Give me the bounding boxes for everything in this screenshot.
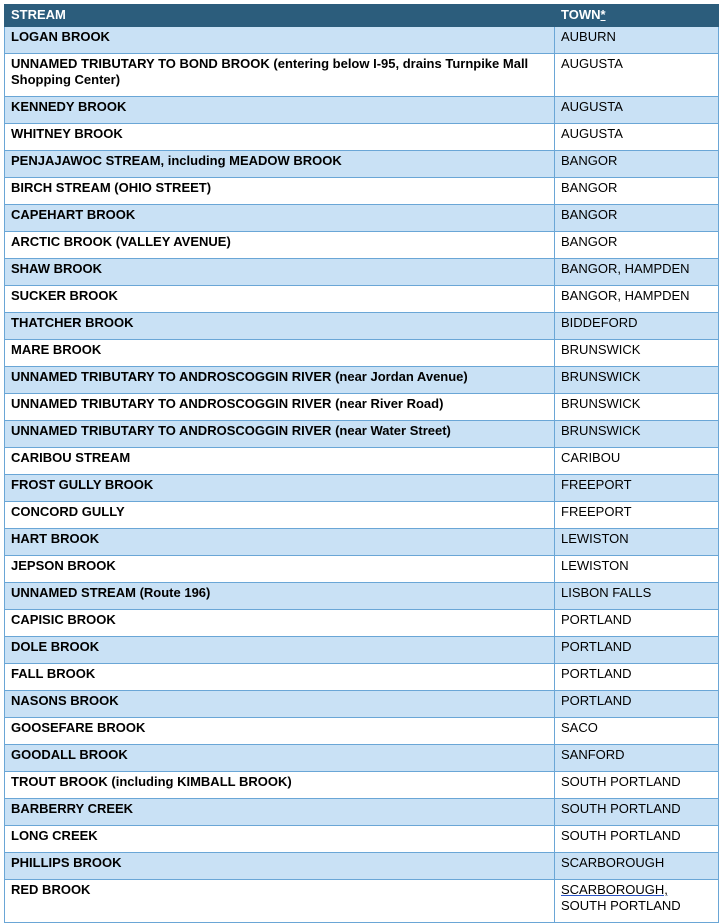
stream-name: GOODALL BROOK xyxy=(11,747,128,762)
table-row xyxy=(5,448,719,475)
stream-qualifier: (entering below I-95, drains Turnpike Mall Shopping Center) xyxy=(11,56,529,87)
stream-cell xyxy=(5,475,555,502)
town-cell: AUBURN xyxy=(555,27,719,54)
table-row xyxy=(5,475,719,502)
stream-name: SHAW BROOK xyxy=(11,261,102,276)
stream-cell xyxy=(5,178,555,205)
town-cell: BANGOR xyxy=(555,151,719,178)
town-cell: SOUTH PORTLAND xyxy=(555,799,719,826)
table-row xyxy=(5,259,719,286)
table-row xyxy=(5,799,719,826)
stream-name: CAPEHART BROOK xyxy=(11,207,136,222)
stream-qualifier: (near Jordan Avenue) xyxy=(335,369,468,384)
stream-cell xyxy=(5,853,555,880)
stream-cell xyxy=(5,583,555,610)
town-cell: PORTLAND xyxy=(555,691,719,718)
table-row xyxy=(5,610,719,637)
table-row xyxy=(5,772,719,799)
table-row xyxy=(5,367,719,394)
table-row xyxy=(5,178,719,205)
town-cell: LEWISTON xyxy=(555,529,719,556)
table-row xyxy=(5,124,719,151)
stream-name: PHILLIPS BROOK xyxy=(11,855,122,870)
table-row xyxy=(5,286,719,313)
table-row xyxy=(5,529,719,556)
stream-cell xyxy=(5,205,555,232)
stream-cell xyxy=(5,691,555,718)
stream-cell xyxy=(5,97,555,124)
streams-table xyxy=(4,4,719,923)
table-row xyxy=(5,880,719,923)
stream-cell xyxy=(5,637,555,664)
town-cell: PORTLAND xyxy=(555,610,719,637)
stream-name: BIRCH STREAM (OHIO STREET) xyxy=(11,180,212,195)
stream-cell xyxy=(5,610,555,637)
town-cell: BIDDEFORD xyxy=(555,313,719,340)
town-cell: SOUTH PORTLAND xyxy=(555,826,719,853)
table-row xyxy=(5,151,719,178)
town-cell: SACO xyxy=(555,718,719,745)
stream-cell xyxy=(5,340,555,367)
town-cell: FREEPORT xyxy=(555,475,719,502)
stream-cell xyxy=(5,556,555,583)
stream-name: CARIBOU STREAM xyxy=(11,450,131,465)
town-footnote-mark[interactable]: * xyxy=(600,7,606,22)
stream-name: UNNAMED STREAM xyxy=(11,585,136,600)
town-cell: BANGOR xyxy=(555,178,719,205)
stream-name: GOOSEFARE BROOK xyxy=(11,720,146,735)
table-row xyxy=(5,637,719,664)
table-row xyxy=(5,232,719,259)
streams-table-container xyxy=(4,4,718,923)
stream-name: TROUT BROOK (including KIMBALL BROOK) xyxy=(11,774,292,789)
stream-cell xyxy=(5,124,555,151)
table-body xyxy=(5,27,719,923)
table-row xyxy=(5,394,719,421)
stream-cell xyxy=(5,421,555,448)
stream-qualifier: (Route 196) xyxy=(139,585,211,600)
town-cell: LISBON FALLS xyxy=(555,583,719,610)
table-row xyxy=(5,421,719,448)
stream-cell xyxy=(5,772,555,799)
town-cell: LEWISTON xyxy=(555,556,719,583)
stream-cell: RED BROOK xyxy=(5,880,555,923)
table-row xyxy=(5,853,719,880)
table-row xyxy=(5,745,719,772)
town-cell: BANGOR xyxy=(555,205,719,232)
stream-cell xyxy=(5,826,555,853)
town-header-label: TOWN xyxy=(561,7,601,22)
table-row xyxy=(5,826,719,853)
table-row xyxy=(5,502,719,529)
table-row xyxy=(5,340,719,367)
stream-cell xyxy=(5,394,555,421)
table-row xyxy=(5,583,719,610)
stream-name: JEPSON BROOK xyxy=(11,558,116,573)
table-row xyxy=(5,313,719,340)
stream-name: FROST GULLY BROOK xyxy=(11,477,154,492)
stream-name: DOLE BROOK xyxy=(11,639,100,654)
town-link[interactable]: SCARBOROUGH, xyxy=(561,882,668,897)
town-cell: FREEPORT xyxy=(555,502,719,529)
stream-cell xyxy=(5,745,555,772)
stream-cell xyxy=(5,232,555,259)
town-cell: AUGUSTA xyxy=(555,97,719,124)
stream-name: HART BROOK xyxy=(11,531,100,546)
stream-cell xyxy=(5,54,555,97)
stream-name: FALL BROOK xyxy=(11,666,96,681)
stream-cell xyxy=(5,664,555,691)
table-row xyxy=(5,205,719,232)
stream-cell xyxy=(5,259,555,286)
stream-name: LONG CREEK xyxy=(11,828,98,843)
town-cell xyxy=(555,880,719,923)
stream-name: CONCORD GULLY xyxy=(11,504,125,519)
town-cell: BANGOR, HAMPDEN xyxy=(555,259,719,286)
table-row xyxy=(5,664,719,691)
stream-cell xyxy=(5,27,555,54)
stream-qualifier: (near Water Street) xyxy=(335,423,451,438)
table-row xyxy=(5,556,719,583)
town-cell: SOUTH PORTLAND xyxy=(555,772,719,799)
column-header-town xyxy=(555,5,719,27)
town-cell: SCARBOROUGH xyxy=(555,853,719,880)
stream-cell xyxy=(5,529,555,556)
town-line: SOUTH PORTLAND xyxy=(561,898,681,913)
stream-name: MARE BROOK xyxy=(11,342,102,357)
table-header-row xyxy=(5,5,719,27)
stream-name: BARBERRY CREEK xyxy=(11,801,134,816)
town-cell: BANGOR, HAMPDEN xyxy=(555,286,719,313)
stream-name: CAPISIC BROOK xyxy=(11,612,116,627)
town-cell: BRUNSWICK xyxy=(555,421,719,448)
stream-cell xyxy=(5,151,555,178)
stream-name: NASONS BROOK xyxy=(11,693,119,708)
town-cell: AUGUSTA xyxy=(555,124,719,151)
stream-name: ARCTIC BROOK (VALLEY AVENUE) xyxy=(11,234,231,249)
stream-cell xyxy=(5,313,555,340)
town-cell: SANFORD xyxy=(555,745,719,772)
table-row xyxy=(5,691,719,718)
stream-name: UNNAMED TRIBUTARY TO ANDROSCOGGIN RIVER xyxy=(11,369,332,384)
stream-cell xyxy=(5,502,555,529)
stream-name: UNNAMED TRIBUTARY TO ANDROSCOGGIN RIVER xyxy=(11,396,332,411)
stream-cell xyxy=(5,286,555,313)
stream-qualifier: (near River Road) xyxy=(335,396,444,411)
stream-name: WHITNEY BROOK xyxy=(11,126,123,141)
stream-cell xyxy=(5,448,555,475)
stream-name: UNNAMED TRIBUTARY TO BOND BROOK xyxy=(11,56,270,71)
table-row xyxy=(5,54,719,97)
table-row xyxy=(5,718,719,745)
stream-cell xyxy=(5,799,555,826)
town-cell: BANGOR xyxy=(555,232,719,259)
stream-name: UNNAMED TRIBUTARY TO ANDROSCOGGIN RIVER xyxy=(11,423,332,438)
town-cell: AUGUSTA xyxy=(555,54,719,97)
town-cell: PORTLAND xyxy=(555,664,719,691)
stream-name: THATCHER BROOK xyxy=(11,315,134,330)
table-row xyxy=(5,97,719,124)
table-row xyxy=(5,27,719,54)
town-cell: PORTLAND xyxy=(555,637,719,664)
town-cell: BRUNSWICK xyxy=(555,340,719,367)
stream-name: PENJAJAWOC STREAM, including MEADOW BROOK xyxy=(11,153,342,168)
stream-cell xyxy=(5,367,555,394)
column-header-stream: STREAM xyxy=(5,5,555,27)
town-cell: BRUNSWICK xyxy=(555,394,719,421)
stream-name: SUCKER BROOK xyxy=(11,288,118,303)
town-cell: BRUNSWICK xyxy=(555,367,719,394)
stream-cell xyxy=(5,718,555,745)
town-cell: CARIBOU xyxy=(555,448,719,475)
stream-name: LOGAN BROOK xyxy=(11,29,110,44)
stream-name: KENNEDY BROOK xyxy=(11,99,127,114)
